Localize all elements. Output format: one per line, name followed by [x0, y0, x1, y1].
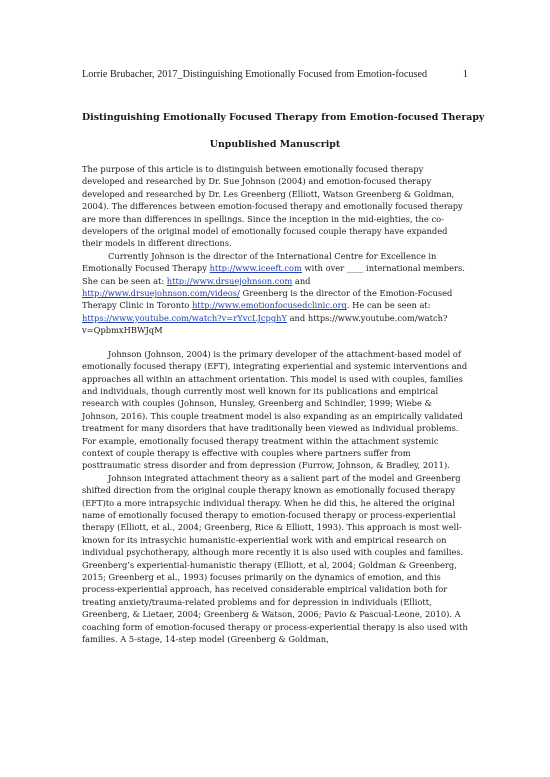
paragraph-directors [82, 250, 468, 337]
paragraph-greenberg: Johnson integrated attachment theory as a salient part of the model and Greenberg shifted direction from the original couple therapy known as emotionally focused therapy (EFT)to a more intrapsychic individual therapy. When he did this, he altered the original name of emotionally focused therapy to emotion-focused therapy or process-experiential therapy (Elliott, et al., 2004; Greenberg, Rice & Elliott, 1993). This approach is most well-known for its intrasychic humanistic-experiential work with and empirical research on individual psychotherapy, although more recently it is also used with couples and families. Greenberg’s experiential-humanistic therapy (Elliott, et al, 2004; Goldman & Greenberg, 2015; Greenberg et al., 1993) focuses primarily on the dynamics of emotion, and this process-experiential approach, has received considerable empirical validation both for treating anxiety/trauma-related problems and for depression in individuals (Elliott, Greenberg, & Lietaer, 2004; Greenberg & Watson, 2006; Pavio & Pascual-Leone, 2010). A coaching form of emotion-focused therapy or process-experiential therapy is also used with families. A 5-stage, 14-step model (Greenberg & Goldman, [82, 472, 468, 645]
page-number: 1 [462, 69, 468, 80]
emotionfocusedclinic-link[interactable]: http://www.emotionfocusedclinic.org [192, 300, 347, 311]
running-header [82, 69, 468, 81]
running-header-title: Lorrie Brubacher, 2017_Distinguishing Emotionally Focused from Emotion-focused [82, 69, 428, 80]
text-run: and https://www.youtube.com/watch?v=QpbmxHBWJqM [82, 312, 448, 336]
drsuejohnson-link[interactable]: http://www.drsuejohnson.com [166, 275, 293, 286]
text-run: Greenberg is the director of the Emotion-Focused Therapy Clinic in Toronto [82, 288, 453, 311]
iceeft-link[interactable]: http://www.iceeft.com [209, 263, 302, 274]
body-text [82, 163, 468, 645]
text-run: . He can be seen at: [346, 300, 431, 311]
text-run: with over ____ international members. She can be seen at: [82, 263, 465, 286]
youtube-link[interactable]: https://www.youtube.com/watch?v=rYvcLJcpghY [82, 312, 287, 323]
text-run: and [292, 275, 311, 286]
paragraph-purpose: The purpose of this article is to distinguish between emotionally focused therapy developed and researched by Dr. Sue Johnson (2004) and emotion-focused therapy developed and researched by Dr. Les Greenberg (Elliott, Watson Greenberg & Goldman, 2004). The differences between emotion-focused therapy and emotionally focused therapy are more than differences in spellings. Since the inception in the mid-eighties, the co-developers of the original model of emotionally focused couple therapy have expanded their models in different directions. [82, 164, 463, 249]
document-subtitle: Unpublished Manuscript [209, 139, 341, 150]
paragraph-johnson: Johnson (Johnson, 2004) is the primary developer of the attachment-based model of emotionally focused therapy (EFT), integrating experiential and systemic interventions and approaches all within an attachment orientation. This model is used with couples, families and individuals, though currently most well known for its publications and empirical research with couples (Johnson, Hunsley, Greenberg and Schindler, 1999; Wiebe & Johnson, 2016). This couple treatment model is also expanding as an empirically validated treatment for many disorders that have traditionally been viewed as individual problems. For example, emotionally focused therapy treatment within the attachment systemic context of couple therapy is effective with couples where partners suffer from posttraumatic stress disorder and from depression (Furrow, Johnson, & Bradley, 2011). [82, 348, 468, 471]
document-title: Distinguishing Emotionally Focused Therapy from Emotion-focused Therapy [82, 112, 485, 123]
text-run: Currently Johnson is the director of the International Centre for Excellence in Emotionally Focused Therapy [82, 250, 437, 274]
drsuejohnson-videos-link[interactable]: http://www.drsuejohnson.com/videos/ [82, 288, 240, 299]
